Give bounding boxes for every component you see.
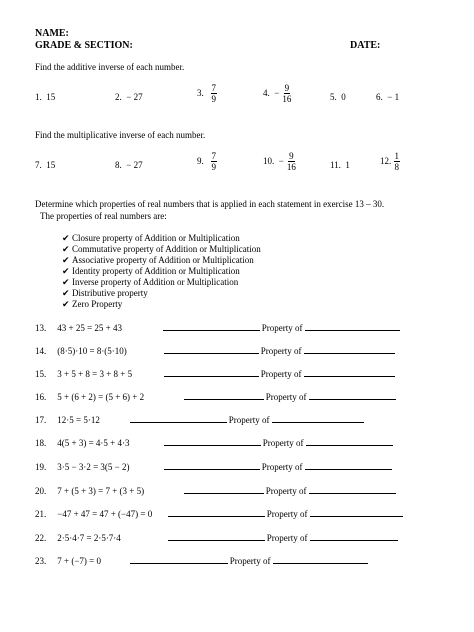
property-of-label: Property of [265,392,307,402]
property-label: Commutative property of Addition or Multiplication [72,244,261,254]
negative-sign: − [274,88,280,98]
item-number: 5. [330,92,337,102]
property-answer-field[interactable] [164,367,259,377]
property-type-field[interactable] [309,484,396,494]
check-icon: ✔ [62,277,70,287]
denominator: 16 [286,162,296,172]
exercise-equation: 3 + 5 + 8 = 3 + 8 + 5 [57,369,133,379]
exercise-number: 18. [35,438,47,448]
exercise-equation: 2·5·4·7 = 2·5·7·4 [57,533,121,543]
item-number: 3. [197,88,204,98]
denominator: 16 [282,94,292,104]
check-icon: ✔ [62,233,70,243]
property-label: Inverse property of Addition or Multiplication [72,277,239,287]
item-value: − 27 [126,92,143,102]
property-of-label: Property of [261,323,303,333]
item-value: 1 [345,160,350,170]
item-value: − 1 [387,92,400,102]
property-label: Identity property of Addition or Multiplication [72,266,240,276]
exercise-row [35,321,400,334]
property-label: Closure property of Addition or Multiplication [72,233,240,243]
numerator: 1 [394,151,399,161]
check-icon: ✔ [62,299,70,309]
exercise-row [35,344,395,357]
property-answer-field[interactable] [130,413,227,423]
numerator: 7 [211,83,216,93]
check-icon: ✔ [62,288,70,298]
property-of-label: Property of [266,533,308,543]
exercise-equation: 43 + 25 = 25 + 43 [57,323,122,333]
property-answer-field[interactable] [164,436,261,446]
item-number: 12. [380,156,392,166]
exercise-equation: −47 + 47 = 47 + (−47) = 0 [57,509,153,519]
item-value: 0 [341,92,346,102]
exercise-row [35,436,393,449]
item-3 [197,83,217,104]
item-value: 15 [46,92,56,102]
numerator: 9 [284,83,290,93]
fraction [286,151,297,172]
property-item [62,233,261,244]
item-number: 4. [263,88,270,98]
item-number: 11. [330,160,341,170]
property-of-label: Property of [260,369,302,379]
item-number: 2. [115,92,122,102]
item-number: 8. [115,160,122,170]
item-value: 15 [46,160,56,170]
item-11 [330,160,350,171]
item-12 [380,151,400,172]
item-2 [115,92,143,103]
additive-instruction: Find the additive inverse of each number. [35,62,185,72]
exercise-row [35,390,396,403]
name-label: NAME: [35,28,69,39]
property-type-field[interactable] [305,321,400,331]
item-5 [330,92,346,103]
item-7 [35,160,55,171]
property-of-label: Property of [260,346,302,356]
property-label: Associative property of Addition or Multiplication [72,255,254,265]
item-value: − 27 [126,160,143,170]
negative-sign: − [278,156,284,166]
exercise-row [35,484,396,497]
property-of-label: Property of [261,462,303,472]
property-item [62,244,261,255]
exercise-equation: (8·5)·10 = 8·(5·10) [57,346,127,356]
exercise-number: 20. [35,486,47,496]
exercise-number: 17. [35,415,47,425]
exercise-number: 21. [35,509,47,519]
exercise-equation: 3·5 − 3·2 = 3(5 − 2) [57,462,130,472]
property-answer-field[interactable] [184,484,264,494]
exercise-number: 14. [35,346,47,356]
property-type-field[interactable] [304,367,395,377]
property-type-field[interactable] [309,390,396,400]
properties-instruction: Determine which properties of real numbers that is applied in each statement in exercise 13 – 30. [35,199,385,209]
check-icon: ✔ [62,244,70,254]
fraction [211,151,218,172]
property-answer-field[interactable] [164,344,259,354]
property-of-label: Property of [262,438,304,448]
item-1 [35,92,55,103]
date-label: DATE: [350,40,381,51]
property-answer-field[interactable] [130,554,228,564]
exercise-number: 13. [35,323,47,333]
property-of-label: Property of [229,556,271,566]
exercise-row [35,554,368,567]
property-answer-field[interactable] [168,531,265,541]
exercise-row [35,367,395,380]
property-type-field[interactable] [304,344,395,354]
property-answer-field[interactable] [184,390,264,400]
numerator: 7 [211,151,216,161]
item-number: 10. [263,156,275,166]
property-type-field[interactable] [305,460,392,470]
denominator: 9 [211,94,216,104]
property-label: Distributive property [72,288,148,298]
property-answer-field[interactable] [164,460,260,470]
property-item [62,266,261,277]
property-of-label: Property of [265,486,307,496]
exercise-number: 22. [35,533,47,543]
properties-list [62,233,261,310]
property-label: Zero Property [72,299,123,309]
item-6 [376,92,399,103]
fraction [281,83,292,104]
properties-intro: The properties of real numbers are: [40,211,167,221]
denominator: 9 [211,162,216,172]
property-type-field[interactable] [310,507,403,517]
check-icon: ✔ [62,255,70,265]
denominator: 8 [394,162,399,172]
exercise-number: 19. [35,462,47,472]
property-of-label: Property of [266,509,308,519]
property-answer-field[interactable] [168,507,265,517]
item-10 [263,151,297,172]
exercise-equation: 5 + (6 + 2) = (5 + 6) + 2 [57,392,145,402]
exercise-equation: 4(5 + 3) = 4·5 + 4·3 [57,438,130,448]
property-type-field[interactable] [272,413,364,423]
exercise-row [35,413,364,426]
multiplicative-instruction: Find the multiplicative inverse of each number. [35,130,206,140]
property-item [62,288,261,299]
item-number: 6. [376,92,383,102]
grade-section-label: GRADE & SECTION: [35,40,133,51]
item-9 [197,151,217,172]
property-answer-field[interactable] [163,321,260,331]
item-number: 1. [35,92,42,102]
property-type-field[interactable] [306,436,393,446]
exercise-row [35,460,392,473]
exercise-number: 15. [35,369,47,379]
item-4 [263,83,292,104]
property-of-label: Property of [228,415,270,425]
exercise-equation: 12·5 = 5·12 [57,415,100,425]
property-item [62,277,261,288]
item-number: 9. [197,156,204,166]
property-type-field[interactable] [273,554,368,564]
property-item [62,299,261,310]
exercise-equation: 7 + (−7) = 0 [57,556,101,566]
exercise-number: 16. [35,392,47,402]
exercise-equation: 7 + (5 + 3) = 7 + (3 + 5) [57,486,145,496]
check-icon: ✔ [62,266,70,276]
numerator: 9 [289,151,294,161]
exercise-number: 23. [35,556,47,566]
fraction [211,83,218,104]
property-type-field[interactable] [310,531,398,541]
fraction [394,151,401,172]
property-item [62,255,261,266]
exercise-row [35,507,403,520]
item-8 [115,160,143,171]
item-number: 7. [35,160,42,170]
exercise-row [35,531,398,544]
